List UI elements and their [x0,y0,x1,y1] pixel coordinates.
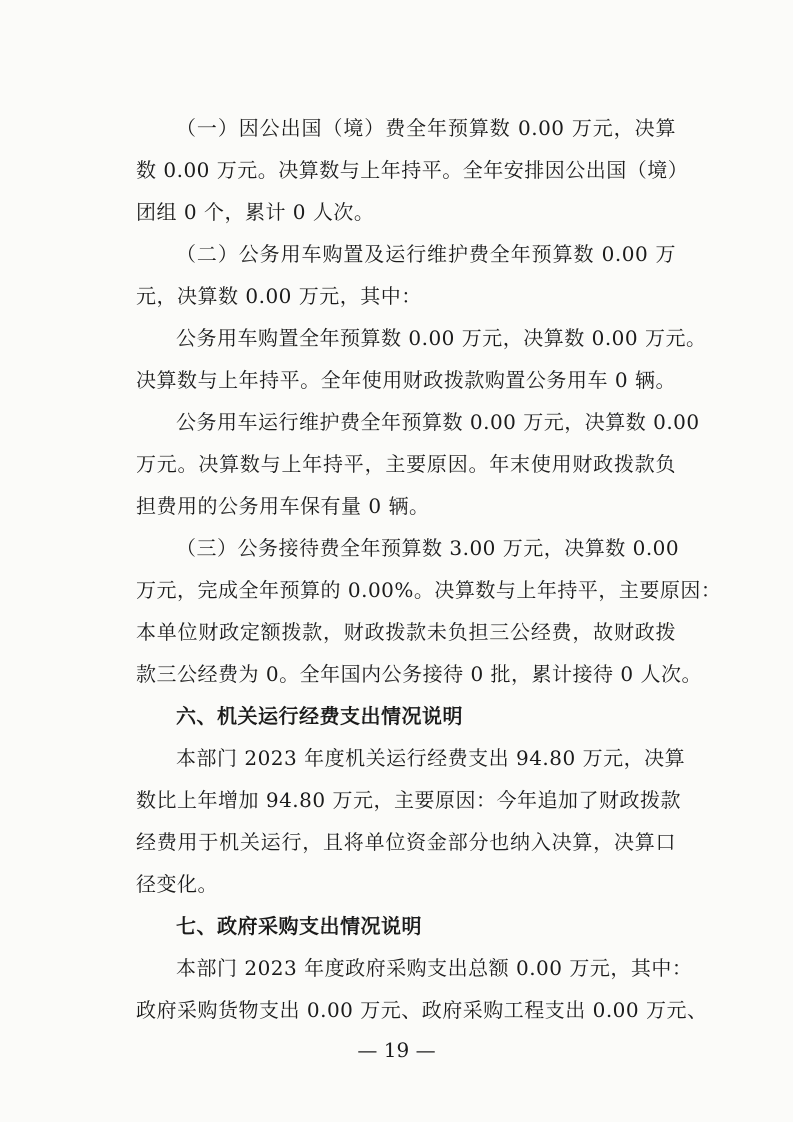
paragraph-line: 数 0.00 万元。决算数与上年持平。全年安排因公出国（境） [136,158,689,182]
paragraph-line: 公务用车运行维护费全年预算数 0.00 万元，决算数 0.00 [176,410,700,434]
page-number: — 19 — [357,1038,436,1062]
paragraph-line: 款三公经费为 0。全年国内公务接待 0 批，累计接待 0 人次。 [136,662,702,686]
paragraph-line: 元，决算数 0.00 万元，其中： [136,284,422,308]
paragraph-line: 团组 0 个，累计 0 人次。 [136,200,375,224]
paragraph-line: 万元，完成全年预算的 0.00%。决算数与上年持平，主要原因： [136,578,722,602]
paragraph-line: 担费用的公务用车保有量 0 辆。 [136,494,430,518]
section-heading: 七、政府采购支出情况说明 [176,914,422,938]
paragraph-line: （三）公务接待费全年预算数 3.00 万元，决算数 0.00 [176,536,680,560]
paragraph-line: 本部门 2023 年度机关运行经费支出 94.80 万元，决算 [176,746,686,770]
paragraph-line: 数比上年增加 94.80 万元，主要原因：今年追加了财政拨款 [136,788,681,812]
paragraph-line: 公务用车购置全年预算数 0.00 万元，决算数 0.00 万元。 [176,326,707,350]
paragraph-line: （一）因公出国（境）费全年预算数 0.00 万元，决算 [176,116,676,140]
paragraph-line: 本单位财政定额拨款，财政拨款未负担三公经费，故财政拨 [136,620,676,644]
paragraph-line: 万元。决算数与上年持平，主要原因。年末使用财政拨款负 [136,452,676,476]
paragraph-line: 径变化。 [136,872,218,896]
paragraph-line: 本部门 2023 年度政府采购支出总额 0.00 万元，其中： [176,956,693,980]
paragraph-line: 经费用于机关运行，且将单位资金部分也纳入决算，决算口 [136,830,676,854]
paragraph-line: 政府采购货物支出 0.00 万元、政府采购工程支出 0.00 万元、 [136,998,708,1022]
paragraph-line: （二）公务用车购置及运行维护费全年预算数 0.00 万 [176,242,676,266]
paragraph-line: 决算数与上年持平。全年使用财政拨款购置公务用车 0 辆。 [136,368,676,392]
section-heading: 六、机关运行经费支出情况说明 [176,704,463,728]
